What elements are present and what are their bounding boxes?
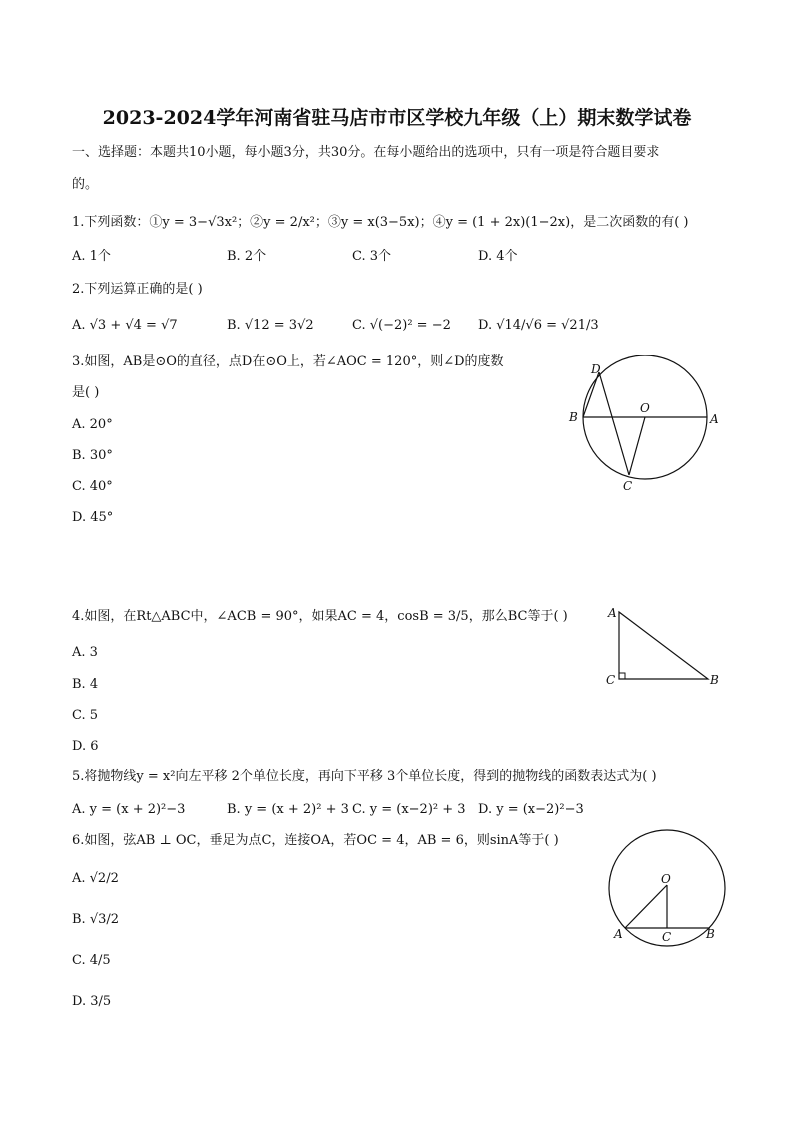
q1-option-d[interactable]: D. 4个 (478, 249, 518, 264)
q4-option-a[interactable]: A. 3 (72, 645, 98, 660)
q4-triangle-figure (600, 600, 730, 695)
q3-circle-figure (560, 355, 730, 495)
q6-option-c[interactable]: C. 4/5 (72, 953, 111, 968)
q5-stem: 5.将抛物线y = x²向左平移 2个单位长度，再向下平移 3个单位长度，得到的抛物线的函数表达式为( ) (72, 769, 657, 784)
q2-option-c[interactable]: C. √(−2)² = −2 (352, 318, 451, 333)
q4-label-c: C (606, 673, 616, 687)
q6-label-a: A (614, 927, 623, 941)
q5-option-c[interactable]: C. y = (x−2)² + 3 (352, 802, 466, 817)
q1-stem: 1.下列函数：①y = 3−√3x²；②y = 2/x²；③y = x(3−5x)；④y = (1 + 2x)(1−2x)，是二次函数的有( ) (72, 215, 689, 230)
q4-label-b: B (710, 673, 719, 687)
q6-option-b[interactable]: B. √3/2 (72, 912, 120, 927)
q3-option-a[interactable]: A. 20° (72, 417, 113, 432)
q6-circle-figure (605, 828, 735, 953)
q2-option-a[interactable]: A. √3 + √4 = √7 (72, 318, 178, 333)
q6-option-a[interactable]: A. √2/2 (72, 871, 119, 886)
q5-option-d[interactable]: D. y = (x−2)²−3 (478, 802, 584, 817)
q3-chord-bd (583, 372, 599, 417)
q6-label-b: B (706, 927, 715, 941)
q4-triangle (619, 612, 708, 679)
q4-option-d[interactable]: D. 6 (72, 739, 99, 754)
q1-option-b[interactable]: B. 2个 (227, 249, 267, 264)
q6-stem: 6.如图，弦AB ⊥ OC，垂足为点C，连接OA，若OC = 4，AB = 6，则sinA等于( ) (72, 833, 559, 848)
q3-chord-dc (599, 372, 629, 475)
q4-option-b[interactable]: B. 4 (72, 677, 99, 692)
q2-option-d[interactable]: D. √14/√6 = √21/3 (478, 318, 599, 333)
q6-label-c: C (662, 930, 672, 944)
q3-option-c[interactable]: C. 40° (72, 479, 113, 494)
q3-stem-line1: 3.如图，AB是⊙O的直径，点D在⊙O上，若∠AOC = 120°，则∠D的度数 (72, 354, 504, 369)
q3-stem-line2: 是( ) (72, 385, 100, 400)
q4-option-c[interactable]: C. 5 (72, 708, 99, 723)
section-instructions-line1: 一、选择题：本题共10小题，每小题3分，共30分。在每小题给出的选项中，只有一项是符合题目要求 (72, 145, 660, 160)
q1-option-a[interactable]: A. 1个 (72, 249, 111, 264)
q6-option-d[interactable]: D. 3/5 (72, 994, 112, 1009)
q3-label-b: B (569, 410, 578, 424)
section-instructions-line2: 的。 (72, 177, 99, 192)
q4-label-a: A (608, 606, 617, 620)
q3-label-o: O (640, 401, 650, 415)
q1-option-c[interactable]: C. 3个 (352, 249, 392, 264)
q3-label-d: D (591, 362, 601, 376)
q5-option-b[interactable]: B. y = (x + 2)² + 3 (227, 802, 349, 817)
q2-option-b[interactable]: B. √12 = 3√2 (227, 318, 314, 333)
q3-option-b[interactable]: B. 30° (72, 448, 113, 463)
q6-label-o: O (661, 872, 671, 886)
exam-title: 2023-2024学年河南省驻马店市市区学校九年级（上）期末数学试卷 (102, 107, 692, 129)
q4-stem: 4.如图，在Rt△ABC中，∠ACB = 90°，如果AC = 4，cosB = 3/5，那么BC等于( ) (72, 609, 568, 624)
q4-right-angle-mark (619, 673, 625, 679)
q6-segment-oa (625, 885, 667, 928)
q2-stem: 2.下列运算正确的是( ) (72, 282, 203, 297)
q3-label-a: A (710, 412, 719, 426)
q3-option-d[interactable]: D. 45° (72, 510, 114, 525)
q3-label-c: C (623, 479, 633, 493)
q3-radius-oc (629, 417, 645, 475)
q5-option-a[interactable]: A. y = (x + 2)²−3 (72, 802, 186, 817)
